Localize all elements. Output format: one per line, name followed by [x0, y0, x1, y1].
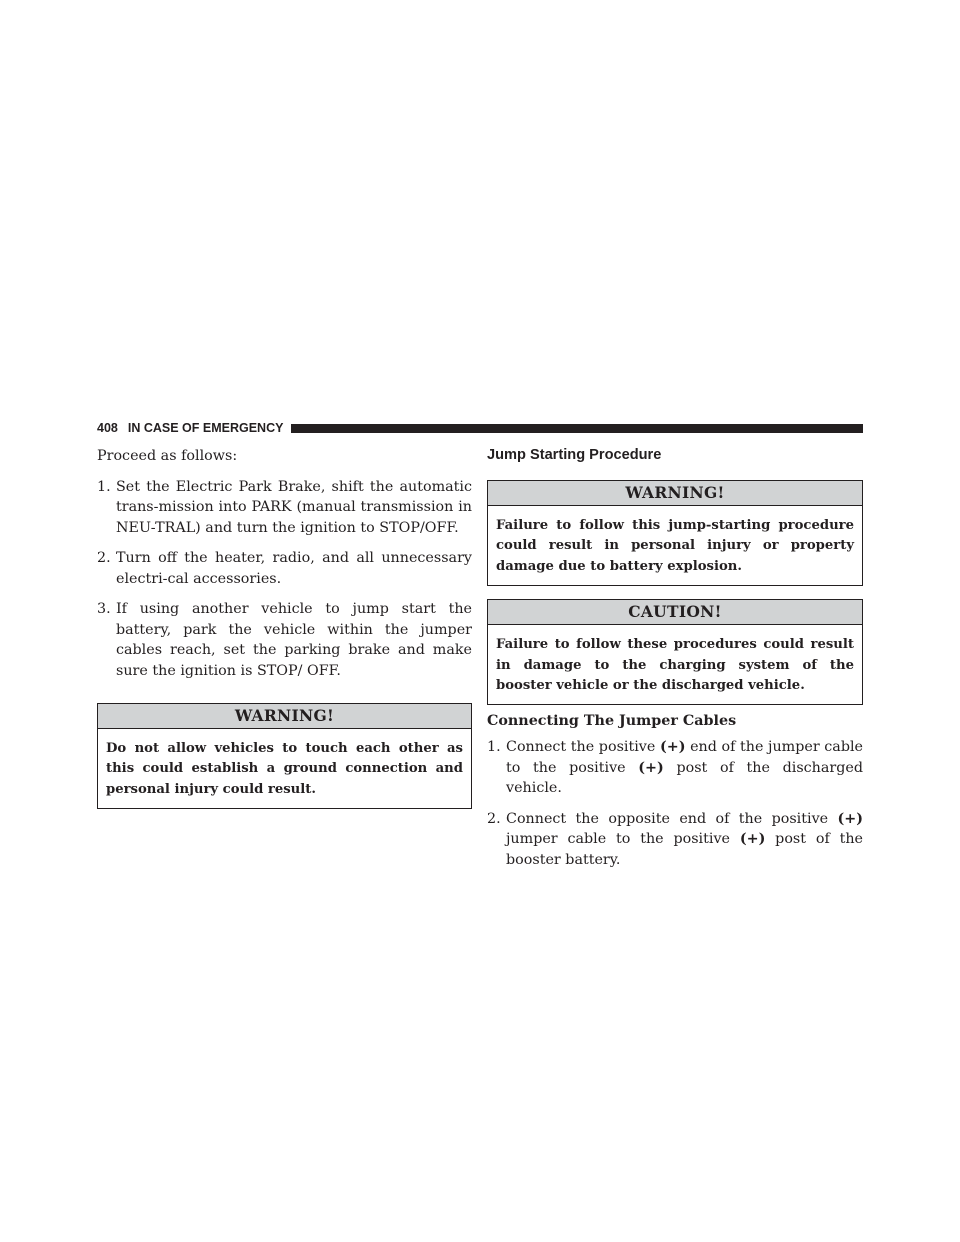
positive-symbol: (+) [837, 810, 863, 827]
caution-title: CAUTION! [488, 600, 862, 625]
list-item [97, 477, 472, 539]
list-item [97, 548, 472, 589]
warning-text: Do not allow vehicles to touch each other as this could establish a ground connection and personal injury could result. [106, 741, 463, 797]
positive-symbol: (+) [739, 831, 766, 848]
list-item [487, 737, 863, 799]
list-item [487, 809, 863, 871]
step-text: Connect the opposite end of the positive [506, 810, 838, 827]
step-number: 1. [97, 478, 111, 495]
right-column [487, 446, 863, 880]
step-number: 2. [97, 550, 111, 566]
step-text: Set the Electric Park Brake, shift the automatic trans-mission into PARK (manual transmission in NEU-TRAL) and turn the ignition to STOP/OFF. [116, 478, 472, 536]
page-number: 408 [97, 421, 118, 435]
step-text: Turn off the heater, radio, and all unnecessary electri-cal accessories. [116, 550, 472, 587]
left-column [97, 446, 472, 809]
section-heading: Jump Starting Procedure [487, 447, 662, 463]
warning-text: Failure to follow this jump-starting procedure could result in personal injury or property damage due to battery explosion. [496, 518, 854, 574]
step-text: Connect the positive [506, 739, 660, 756]
page-header [97, 420, 863, 436]
subheading: Connecting The Jumper Cables [487, 713, 737, 730]
step-text: end of the jumper cable to the positive [506, 739, 864, 776]
intro-text: Proceed as follows: [97, 448, 238, 464]
step-text: If using another vehicle to jump start the battery, park the vehicle within the jumper cables reach, set the parking brake and make sure the ignition is STOP/ OFF. [116, 601, 472, 679]
step-text: post of the discharged vehicle. [506, 759, 863, 797]
step-number: 3. [97, 601, 111, 617]
step-text: post of the booster battery. [506, 831, 863, 868]
caution-box [487, 599, 863, 705]
positive-symbol: (+) [659, 739, 686, 756]
section-title: IN CASE OF EMERGENCY [127, 421, 284, 435]
list-item [97, 599, 472, 681]
step-number: 1. [487, 739, 501, 756]
warning-box [97, 703, 472, 809]
warning-title: WARNING! [98, 704, 471, 729]
step-number: 2. [487, 810, 501, 827]
caution-text: Failure to follow these procedures could result in damage to the charging system of the booster vehicle or the discharged vehicle. [496, 637, 854, 694]
step-text: jumper cable to the positive [506, 831, 740, 848]
header-rule [291, 424, 863, 433]
warning-box [487, 480, 863, 586]
warning-title: WARNING! [488, 481, 862, 506]
positive-symbol: (+) [638, 759, 664, 776]
